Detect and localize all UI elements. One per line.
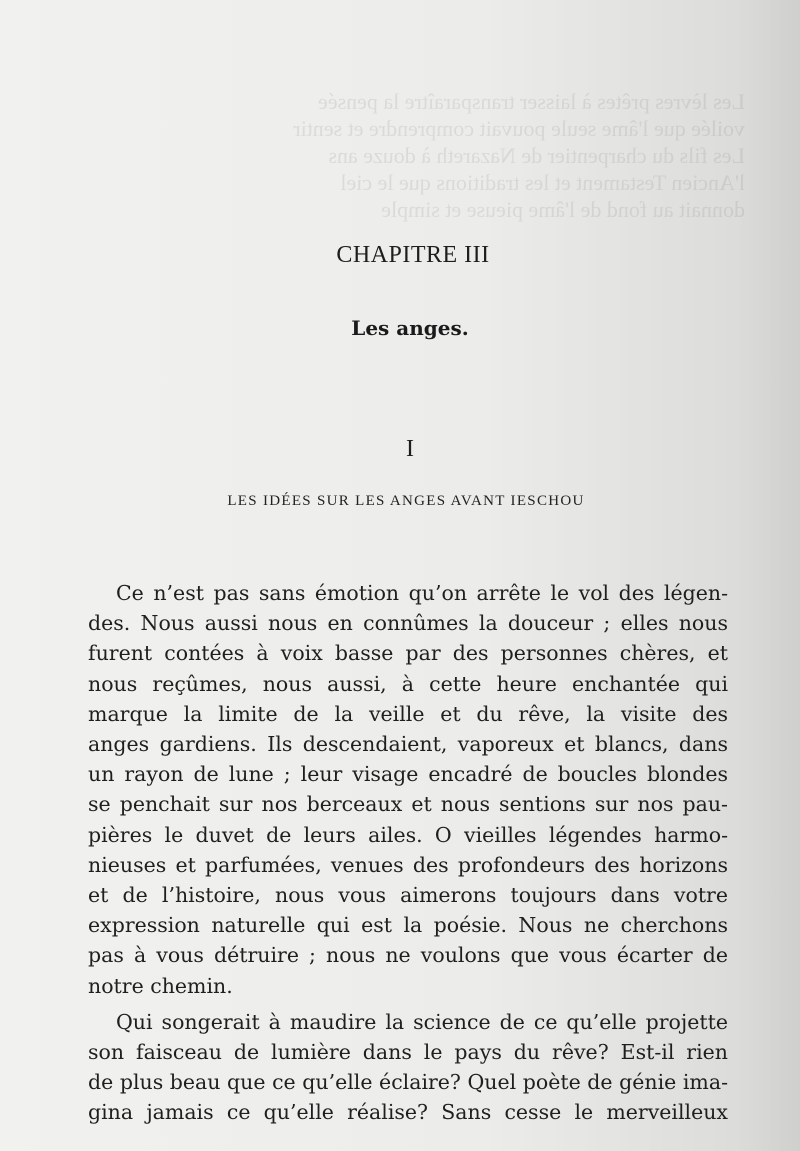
section-number: I	[406, 436, 414, 462]
text-line: un rayon de lune ; leur visage encadré de boucles blondes	[88, 762, 728, 787]
text-line: Qui songerait à maudire la science de ce qu’elle projette	[116, 1009, 728, 1034]
text-line: nous reçûmes, nous aussi, à cette heure enchantée qui	[88, 671, 728, 696]
chapter-heading: CHAPITRE III	[336, 242, 490, 268]
chapter-title: Les anges.	[351, 316, 469, 340]
text-line: anges gardiens. Ils descendaient, vaporeux et blancs, dans	[88, 732, 728, 757]
paragraph-2	[88, 1007, 728, 1128]
text-line: des. Nous aussi nous en connûmes la douceur ; elles nous	[88, 611, 728, 636]
text-line: marque la limite de la veille et du rêve, la visite des	[88, 701, 728, 726]
bleed-through-text: Les lèvres prêtes à laisser transparaître la pensée voilée que l'âme seule pouvait comprendre et sentir Les fils du charpentier de Nazareth à douze ans l'Ancien Testament et les traditions que le ciel donnait au fond de l'âme pieuse et simple	[293, 89, 745, 222]
text-line: gina jamais ce qu’elle réalise? Sans cesse le merveilleux	[88, 1100, 728, 1125]
text-line: et de l’histoire, nous vous aimerons toujours dans votre	[88, 883, 728, 908]
text-line: pas à vous détruire ; nous ne voulons que vous écarter de	[88, 943, 728, 968]
text-line: pières le duvet de leurs ailes. O vieilles légendes harmo-	[88, 822, 728, 847]
text-line: furent contées à voix basse par des personnes chères, et	[88, 641, 728, 666]
paragraph-1	[88, 578, 728, 1001]
text-line: Ce n’est pas sans émotion qu’on arrête le vol des légen-	[116, 581, 728, 605]
section-title: LES IDÉES SUR LES ANGES AVANT IESCHOU	[227, 493, 585, 509]
text-line: de plus beau que ce qu’elle éclaire? Quel poète de génie ima-	[88, 1070, 728, 1095]
body-text	[88, 578, 728, 1128]
text-line: son faisceau de lumière dans le pays du rêve? Est-il rien	[88, 1040, 728, 1065]
text-line: expression naturelle qui est la poésie. Nous ne cherchons	[88, 913, 728, 938]
text-line: notre chemin.	[88, 973, 233, 998]
text-line: se penchait sur nos berceaux et nous sentions sur nos pau-	[88, 792, 728, 817]
text-line: nieuses et parfumées, venues des profondeurs des horizons	[88, 852, 728, 877]
